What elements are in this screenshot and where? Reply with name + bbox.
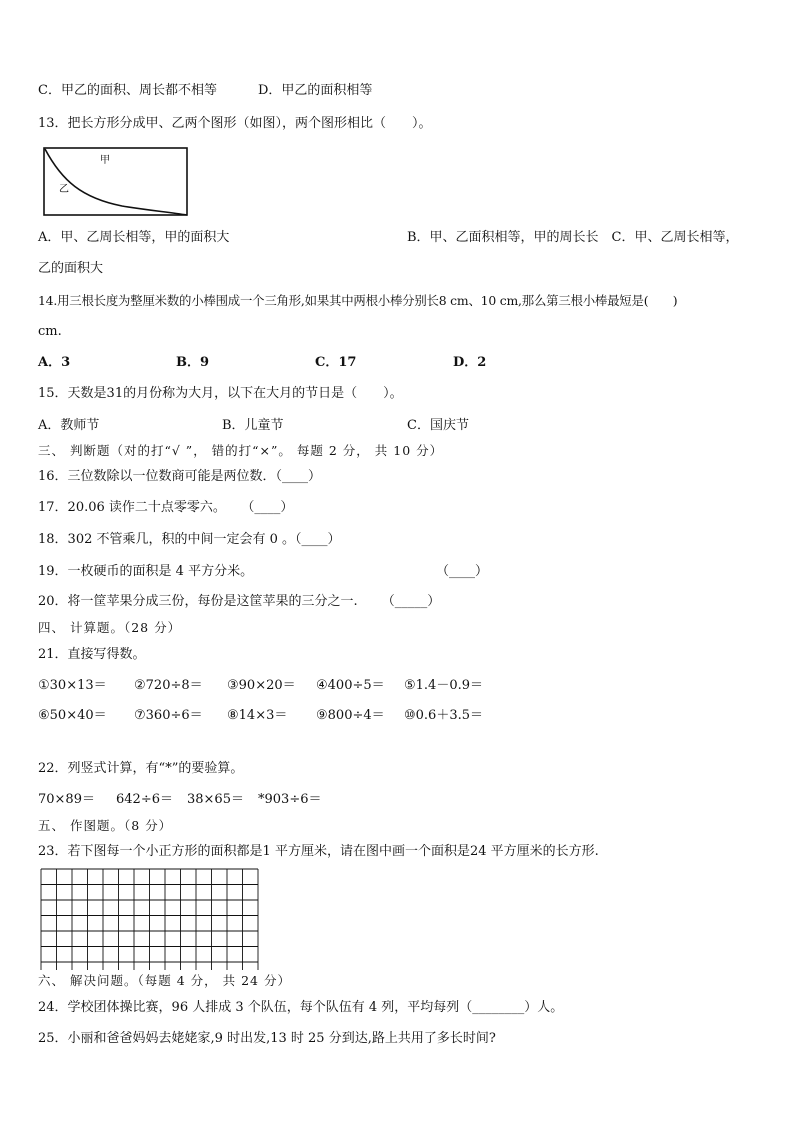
q21-item-4: ④400÷5＝ xyxy=(316,678,385,693)
q21-item-10: ⑩0.6＋3.5＝ xyxy=(404,708,484,723)
q21-item-8: ⑧14×3＝ xyxy=(227,708,288,723)
q13-label-yi: 乙 xyxy=(59,184,69,195)
section4-title: 四、 计算题。（28 分） xyxy=(38,620,182,635)
q23-grid[interactable] xyxy=(40,868,262,970)
q21-item-1: ①30×13＝ xyxy=(38,678,107,693)
q19-blank: （____） xyxy=(436,564,489,579)
q15-option-a: A．教师节 xyxy=(38,418,100,433)
q13-option-a: A．甲、乙周长相等，甲的面积大 xyxy=(38,230,230,245)
q18-blank: （____） xyxy=(295,532,341,547)
q13-option-c-cont: 乙的面积大 xyxy=(38,261,104,276)
q13-figure xyxy=(42,146,190,218)
q25-text: 25．小丽和爸爸妈妈去姥姥家,9 时出发,13 时 25 分到达,路上共用了多长时间? xyxy=(38,1031,496,1046)
section3-title: 三、 判断题（对的打“√ ”， 错的打“×”。 每题 2 分， 共 10 分） xyxy=(38,443,444,458)
q22-item-4: *903÷6＝ xyxy=(258,792,322,807)
q21-item-2: ②720÷8＝ xyxy=(134,678,203,693)
q22-item-3: 38×65＝ xyxy=(187,792,244,807)
q22-stem: 22．列竖式计算，有“*”的要验算。 xyxy=(38,761,244,776)
section6-title: 六、 解决问题。（每题 4 分， 共 24 分） xyxy=(38,973,291,988)
q21-item-6: ⑥50×40＝ xyxy=(38,708,107,723)
q13-label-jia: 甲 xyxy=(100,155,110,166)
section5-title: 五、 作图题。（8 分） xyxy=(38,818,173,833)
q20-blank: （_____） xyxy=(381,594,441,609)
q12-option-d: D．甲乙的面积相等 xyxy=(258,83,373,98)
q14-option-c: C．17 xyxy=(315,355,357,370)
q13-option-bc: B．甲、乙面积相等，甲的周长长 C．甲、乙周长相等， xyxy=(407,230,739,245)
q21-item-5: ⑤1.4－0.9＝ xyxy=(404,678,484,693)
q14-stem-line2: cm. xyxy=(38,324,62,339)
q16-text: 16．三位数除以一位数商可能是两位数．（____） xyxy=(38,469,322,484)
q21-item-9: ⑨800÷4＝ xyxy=(316,708,385,723)
q15-stem: 15．天数是31的月份称为大月，以下在大月的节日是（ ）。 xyxy=(38,386,403,401)
q12-option-c: C．甲乙的面积、周长都不相等 xyxy=(38,83,217,98)
q17-text: 17．20.06 读作二十点零零六。 （____） xyxy=(38,500,294,515)
q21-item-7: ⑦360÷6＝ xyxy=(134,708,203,723)
q20-text: 20．将一筐苹果分成三份，每份是这筐苹果的三分之一. （_____） xyxy=(38,594,441,609)
q14-stem-line1: 14.用三根长度为整厘米数的小棒围成一个三角形,如果其中两根小棒分别长8 cm、10 cm,那么第三根小棒最短是( ) xyxy=(38,293,678,308)
q15-option-c: C．国庆节 xyxy=(407,418,469,433)
q22-item-2: 642÷6＝ xyxy=(116,792,173,807)
q23-stem: 23．若下图每一个小正方形的面积都是1 平方厘米，请在图中画一个面积是24 平方厘米的长方形. xyxy=(38,844,599,859)
q22-item-1: 70×89＝ xyxy=(38,792,95,807)
q16-blank: （____） xyxy=(275,469,322,484)
q24-text: 24．学校团体操比赛，96 人排成 3 个队伍，每个队伍有 4 列，平均每列（________）人。 xyxy=(38,1000,564,1015)
q21-item-3: ③90×20＝ xyxy=(227,678,296,693)
q13-curve xyxy=(45,149,187,215)
q18-text: 18．302 不管乘几，积的中间一定会有 0 。（____） xyxy=(38,532,341,547)
q19-text: 19．一枚硬币的面积是 4 平方分米。 xyxy=(38,564,254,579)
q14-option-a: A．3 xyxy=(38,355,71,370)
q15-option-b: B．儿童节 xyxy=(222,418,284,433)
q14-option-b: B．9 xyxy=(176,355,210,370)
q13-stem: 13．把长方形分成甲、乙两个图形（如图），两个图形相比（ ）。 xyxy=(38,116,432,131)
q21-stem: 21．直接写得数。 xyxy=(38,647,146,662)
q17-blank: （____） xyxy=(247,500,294,515)
q14-option-d: D．2 xyxy=(453,355,487,370)
